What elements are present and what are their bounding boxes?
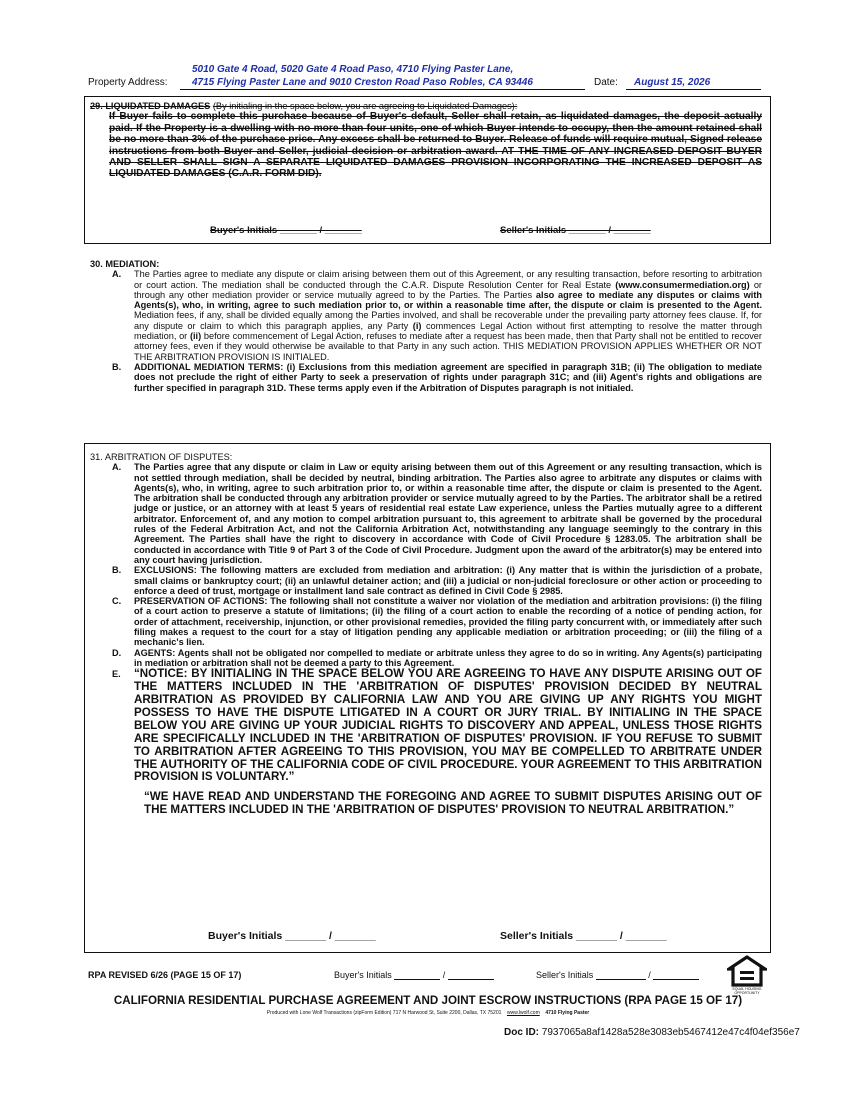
section-31-item-c bbox=[90, 596, 762, 647]
produced-by-link[interactable]: www.lwolf.com bbox=[506, 1010, 540, 1016]
section-30-b-letter: B. bbox=[112, 361, 122, 372]
date-label: Date: bbox=[594, 77, 618, 88]
section-30-a-text-2: or through any other mediation provider or service mutually agreed to by the Parties. The Parties bbox=[134, 279, 762, 300]
section-31-a-letter: A. bbox=[112, 462, 122, 473]
section-29-body: If Buyer fails to complete this purchase because of Buyer's default, Seller shall retain, as liquidated damages, the deposit actually paid. If the Property is a dwelling with no more than four units, one of which Buyer intends to occupy, then the amount retained shall be no more than 3% of the purchase price. Any excess shall be returned to Buyer. Release of funds will require mutual, Signed release instructions from both Buyer and Seller, judicial decision or arbitration award. AT THE TIME OF ANY INCREASED DEPOSIT BUYER AND SELLER SHALL SIGN A SEPARATE LIQUIDATED DAMAGES PROVISION INCORPORATING THE INCREASED DEPOSIT AS LIQUIDATED DAMAGES (C.A.R. FORM DID). bbox=[109, 111, 762, 180]
produced-by-line bbox=[88, 1010, 768, 1016]
section-29-liquidated-damages bbox=[90, 101, 762, 180]
section-29-buyer-initials[interactable]: Buyer's Initials _______ / _______ bbox=[210, 225, 362, 236]
section-30-item-a bbox=[90, 269, 762, 362]
footer-seller-initials-label: Seller's Initials bbox=[536, 970, 594, 980]
equal-housing-opportunity-text: EQUAL HOUSING OPPORTUNITY bbox=[732, 987, 762, 995]
equal-housing-opportunity-icon bbox=[727, 955, 767, 989]
footer-buyer-initials-field-2[interactable] bbox=[448, 971, 494, 980]
section-31-buyer-initials[interactable]: Buyer's Initials _______ / _______ bbox=[208, 930, 376, 942]
section-31-seller-initials[interactable]: Seller's Initials _______ / _______ bbox=[500, 930, 667, 942]
section-30-b-text: ADDITIONAL MEDIATION TERMS: (i) Exclusions from this mediation agreement are specified in paragraph 31B; (ii) The obligation to mediate does not preclude the right of either Party to seek a preservation of rights under paragraph 31C; and (iii) Agent's rights and obligations are further specified in paragraph 31D. These terms apply even if the Arbitration of Disputes paragraph is not initialed. bbox=[134, 361, 762, 393]
section-30-a-letter: A. bbox=[112, 269, 122, 280]
section-31-a-text: The Parties agree that any dispute or claim in Law or equity arising between them out of this Agreement or any resulting transaction, which is not settled through mediation, shall be decided by neutral, binding arbitration. The Parties also agree to arbitrate any disputes or claims with Agents(s), who, in writing, agree to such arbitration prior to, or within a reasonable time after, the dispute or claim is presented to the Agent. The arbitration shall be conducted through any arbitration provider or service mutually agreed to by the Parties. The arbitrator shall be a retired judge or justice, or an attorney with at least 5 years of residential real estate Law experience, unless the Parties mutually agree to a different arbitrator. Enforcement of, and any motion to compel arbitration pursuant to, this agreement to arbitrate shall be governed by the procedural rules of the Federal Arbitration Act, and not the California Arbitration Act, notwithstanding any language seemingly to the contrary in this Agreement. The Parties shall have the right to discovery in accordance with Code of Civil Procedure § 1283.05. The arbitration shall be conducted in accordance with Title 9 of Part 3 of the Code of Civil Procedure. Judgment upon the award of the arbitrator(s) may be entered into any court having jurisdiction. bbox=[134, 462, 762, 565]
section-29-heading bbox=[90, 101, 762, 111]
section-31-c-text: PRESERVATION OF ACTIONS: The following shall not constitute a waiver nor violation of the mediation and arbitration provisions: (i) the filing of a court action to preserve a statute of limitations; (ii) the filing of a court action to enable the recording of a notice of pending action, for order of attachment, receivership, injunction, or other provisional remedies, provided the filing party concurrent with, or immediately after such filing makes a request to the court for a stay of litigation pending any applicable mediation or arbitration proceeding; or (iii) the filing of a mechanic's lien. bbox=[134, 596, 762, 648]
footer-seller-initials-field-2[interactable] bbox=[653, 971, 699, 980]
doc-id bbox=[504, 1027, 800, 1038]
footer-buyer-initials-label: Buyer's Initials bbox=[334, 970, 392, 980]
produced-by-text: Produced with Lone Wolf Transactions (zipForm Edition) 717 N Harwood St, Suite 2200, Dallas, TX 75201 bbox=[266, 1010, 502, 1016]
property-address-label: Property Address: bbox=[88, 77, 168, 88]
section-31-b-letter: B. bbox=[112, 565, 122, 576]
property-address-row bbox=[88, 62, 768, 92]
footer-buyer-initials[interactable] bbox=[334, 970, 494, 980]
section-30-a-bold: also agree to mediate any disputes or claims with Agents(s), who, in writing, agree to such mediation prior to, or within a reasonable time after, the dispute or claim is presented to the Agent. bbox=[134, 289, 762, 311]
footer-revision: RPA REVISED 6/26 (PAGE 15 OF 17) bbox=[88, 970, 242, 980]
section-29-title-note: (By initialing in the space below, you are agreeing to Liquidated Damages): bbox=[212, 101, 518, 111]
section-31-arbitration bbox=[90, 452, 762, 817]
section-31-item-a bbox=[90, 462, 762, 565]
section-31-d-text: AGENTS: Agents shall not be obligated nor compelled to mediate or arbitrate unless they agree to do so in writing. Any Agents(s) participating in mediation or arbitration shall not be deemed a party to this Agreement. bbox=[134, 647, 762, 668]
section-30-mediation bbox=[90, 259, 762, 393]
section-30-title: 30. MEDIATION: bbox=[90, 259, 160, 269]
section-30-a-text-5: before commencement of Legal Action, refuses to mediate after a request has been made, then that Party shall not be entitled to recover attorney fees, even if they would otherwise be available to that Party in any such action. THIS MEDIATION PROVISION APPLIES WHETHER OR NOT THE ARBITRATION PROVISION IS INITIALED. bbox=[134, 331, 762, 362]
doc-id-value: 7937065a8af1428a528e3083eb5467412e47c4f04ef356e7 bbox=[541, 1027, 800, 1038]
section-29-seller-initials[interactable]: Seller's Initials _______ / _______ bbox=[500, 225, 651, 236]
footer-buyer-initials-field-1[interactable] bbox=[394, 971, 440, 980]
footer-buyer-slash: / bbox=[442, 970, 446, 980]
section-31-item-e bbox=[90, 668, 762, 784]
section-30-a-ii: (ii) bbox=[189, 331, 202, 342]
section-31-title: 31. ARBITRATION OF DISPUTES: bbox=[90, 452, 233, 462]
footer-seller-initials[interactable] bbox=[536, 970, 699, 980]
footer-seller-initials-field-1[interactable] bbox=[596, 971, 646, 980]
section-31-e-notice: “NOTICE: BY INITIALING IN THE SPACE BELOW YOU ARE AGREEING TO HAVE ANY DISPUTE ARISING OUT OF THE MATTERS INCLUDED IN THE 'ARBITRATION OF DISPUTES' PROVISION DECIDED BY NEUTRAL ARBITRATION AS PROVIDED BY CALIFORNIA LAW AND YOU ARE GIVING UP ANY RIGHTS YOU MIGHT POSSESS TO HAVE THE DISPUTE LITIGATED IN A COURT OR JURY TRIAL. BY INITIALING IN THE SPACE BELOW YOU ARE GIVING UP YOUR JUDICIAL RIGHTS TO DISCOVERY AND APPEAL, UNLESS THOSE RIGHTS ARE SPECIFICALLY INCLUDED IN THE 'ARBITRATION OF DISPUTES' PROVISION. IF YOU REFUSE TO SUBMIT TO ARBITRATION AFTER AGREEING TO THIS PROVISION, YOU MAY BE COMPELLED TO ARBITRATE UNDER THE AUTHORITY OF THE CALIFORNIA CODE OF CIVIL PROCEDURE. YOUR AGREEMENT TO THIS ARBITRATION PROVISION IS VOLUNTARY.” bbox=[134, 667, 762, 784]
section-30-a-text-3: Mediation fees, if any, shall be divided equally among the Parties involved, and shall be recoverable under the prevailing party attorney fees clause. If, for any dispute or claim to which this paragraph applies, any Party bbox=[134, 310, 762, 331]
produced-file-name: 4710 Flying Paster bbox=[545, 1010, 590, 1016]
section-30-a-text-1: The Parties agree to mediate any dispute or claim arising between them out of this Agreement, or any resulting transaction, before resorting to arbitration or court action. The mediation shall be conducted through the C.A.R. Dispute Resolution Center for Real Estate bbox=[134, 269, 762, 290]
section-31-e-acknowledgement: “WE HAVE READ AND UNDERSTAND THE FOREGOING AND AGREE TO SUBMIT DISPUTES ARISING OUT OF THE MATTERS INCLUDED IN THE 'ARBITRATION OF DISPUTES' PROVISION TO NEUTRAL ARBITRATION.” bbox=[144, 790, 762, 817]
section-31-item-b bbox=[90, 565, 762, 596]
property-address-line2: 4715 Flying Paster Lane and 9010 Creston Road Paso Robles, CA 93446 bbox=[180, 77, 585, 90]
footer-seller-slash: / bbox=[648, 970, 651, 980]
section-31-b-text: EXCLUSIONS: The following matters are excluded from mediation and arbitration: (i) Any matter that is within the jurisdiction of a probate, small claims or bankruptcy court; (ii) an unlawful detainer action; and (iii) a judicial or non-judicial foreclosure or other action or proceeding to enforce a deed of trust, mortgage or installment land sale contract as defined in Civil Code § 2985. bbox=[134, 565, 762, 596]
property-address-line1: 5010 Gate 4 Road, 5020 Gate 4 Road Paso, 4710 Flying Paster Lane, bbox=[192, 64, 514, 75]
section-30-a-url: (www.consumermediation.org) bbox=[615, 279, 750, 290]
section-31-d-letter: D. bbox=[112, 647, 122, 658]
section-31-c-letter: C. bbox=[112, 596, 122, 607]
section-29-title: 29. LIQUIDATED DAMAGES bbox=[90, 101, 211, 111]
section-30-item-b bbox=[90, 362, 762, 393]
section-30-a-i: (i) bbox=[412, 320, 422, 331]
section-31-e-letter: E. bbox=[112, 669, 121, 680]
form-title: CALIFORNIA RESIDENTIAL PURCHASE AGREEMENT AND JOINT ESCROW INSTRUCTIONS (RPA PAGE 15 OF 17) bbox=[113, 994, 743, 1007]
section-31-item-d bbox=[90, 648, 762, 669]
section-30-a-text-4: commences Legal Action without first attempting to resolve the matter through mediation, or bbox=[134, 320, 762, 342]
doc-id-label: Doc ID: bbox=[504, 1027, 539, 1038]
date-value: August 15, 2026 bbox=[626, 77, 761, 90]
